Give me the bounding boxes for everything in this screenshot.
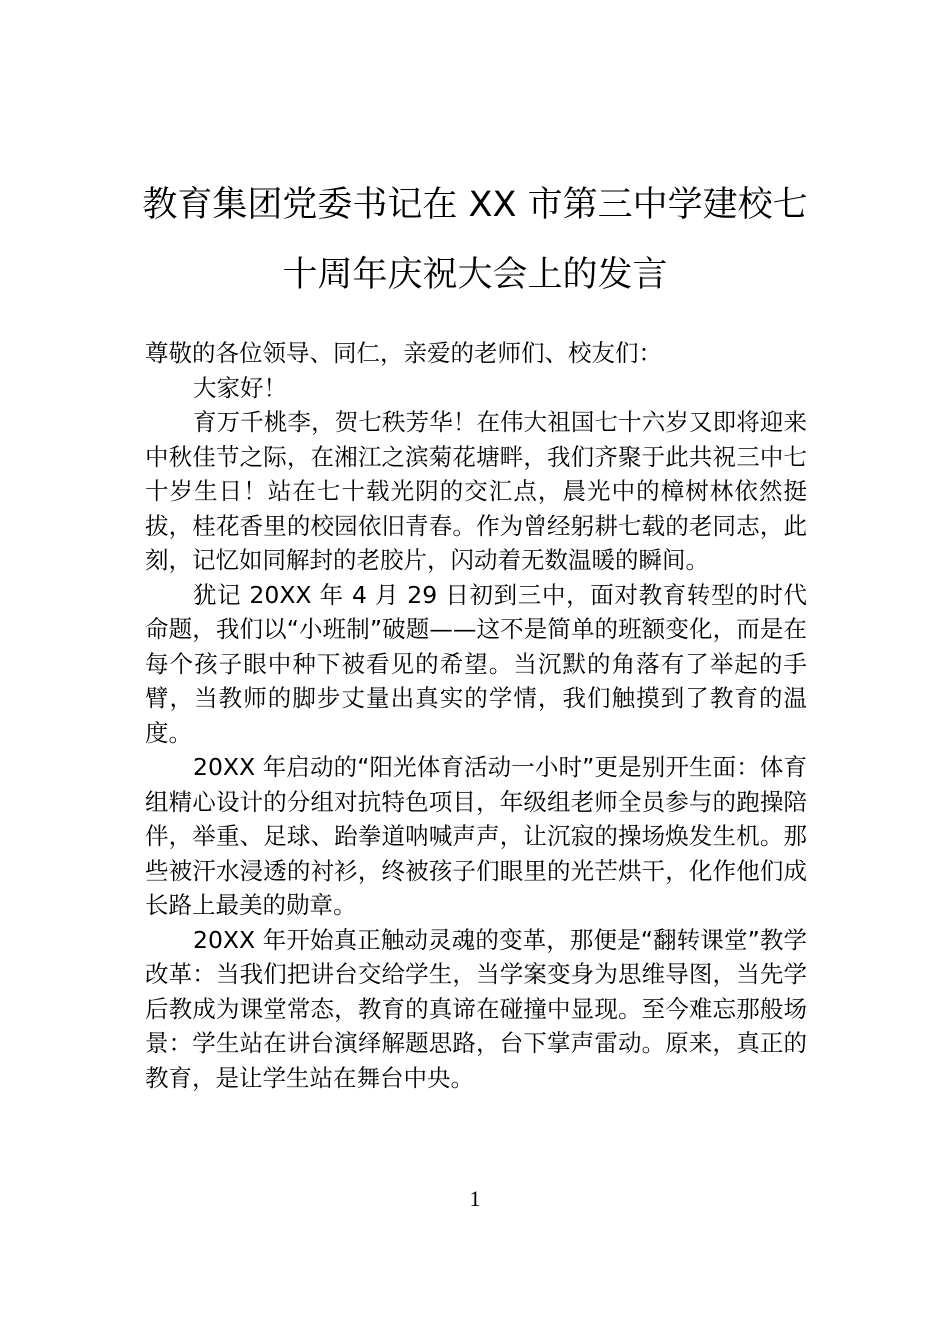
paragraph-3: 20XX 年启动的“阳光体育活动一小时”更是别开生面：体育组精心设计的分组对抗特色项目，年级组老师全员参与的跑操陪伴，举重、足球、跆拳道呐喊声声，让沉寂的操场焕发生机。那些被汗水浸透的衬衫，终被孩子们眼里的光芒烘干，化作他们成长路上最美的勋章。 [145, 753, 807, 919]
title-line-2: 十周年庆祝大会上的发言 [282, 255, 668, 295]
paragraph-1: 育万千桃李，贺七秩芳华！在伟大祖国七十六岁又即将迎来中秋佳节之际，在湘江之滨菊花塘畔，我们齐聚于此共祝三中七十岁生日！站在七十载光阴的交汇点，晨光中的樟树林依然挺拔，桂花香里的校园依旧青春。作为曾经躬耕七载的老同志，此刻，记忆如同解封的老胶片，闪动着无数温暖的瞬间。 [145, 408, 807, 574]
page-number: 1 [469, 1186, 481, 1211]
paragraph-4: 20XX 年开始真正触动灵魂的变革，那便是“翻转课堂”教学改革：当我们把讲台交给学生，当学案变身为思维导图，当先学后教成为课堂常态，教育的真谛在碰撞中显现。至今难忘那般场景：学生站在讲台演绎解题思路，台下掌声雷动。原来，真正的教育，是让学生站在舞台中央。 [145, 925, 807, 1092]
salutation: 尊敬的各位领导、同仁，亲爱的老师们、校友们： [145, 339, 662, 367]
document-title [120, 170, 830, 310]
paragraph-2: 犹记 20XX 年 4 月 29 日初到三中，面对教育转型的时代命题，我们以“小班制”破题——这不是简单的班额变化，而是在每个孩子眼中种下被看见的希望。当沉默的角落有了举起的手臂，当教师的脚步丈量出真实的学情，我们触摸到了教育的温度。 [145, 580, 807, 747]
greeting: 大家好！ [193, 373, 287, 402]
document-body [145, 336, 807, 1095]
title-line-1: 教育集团党委书记在 XX 市第三中学建校七 [142, 185, 808, 225]
